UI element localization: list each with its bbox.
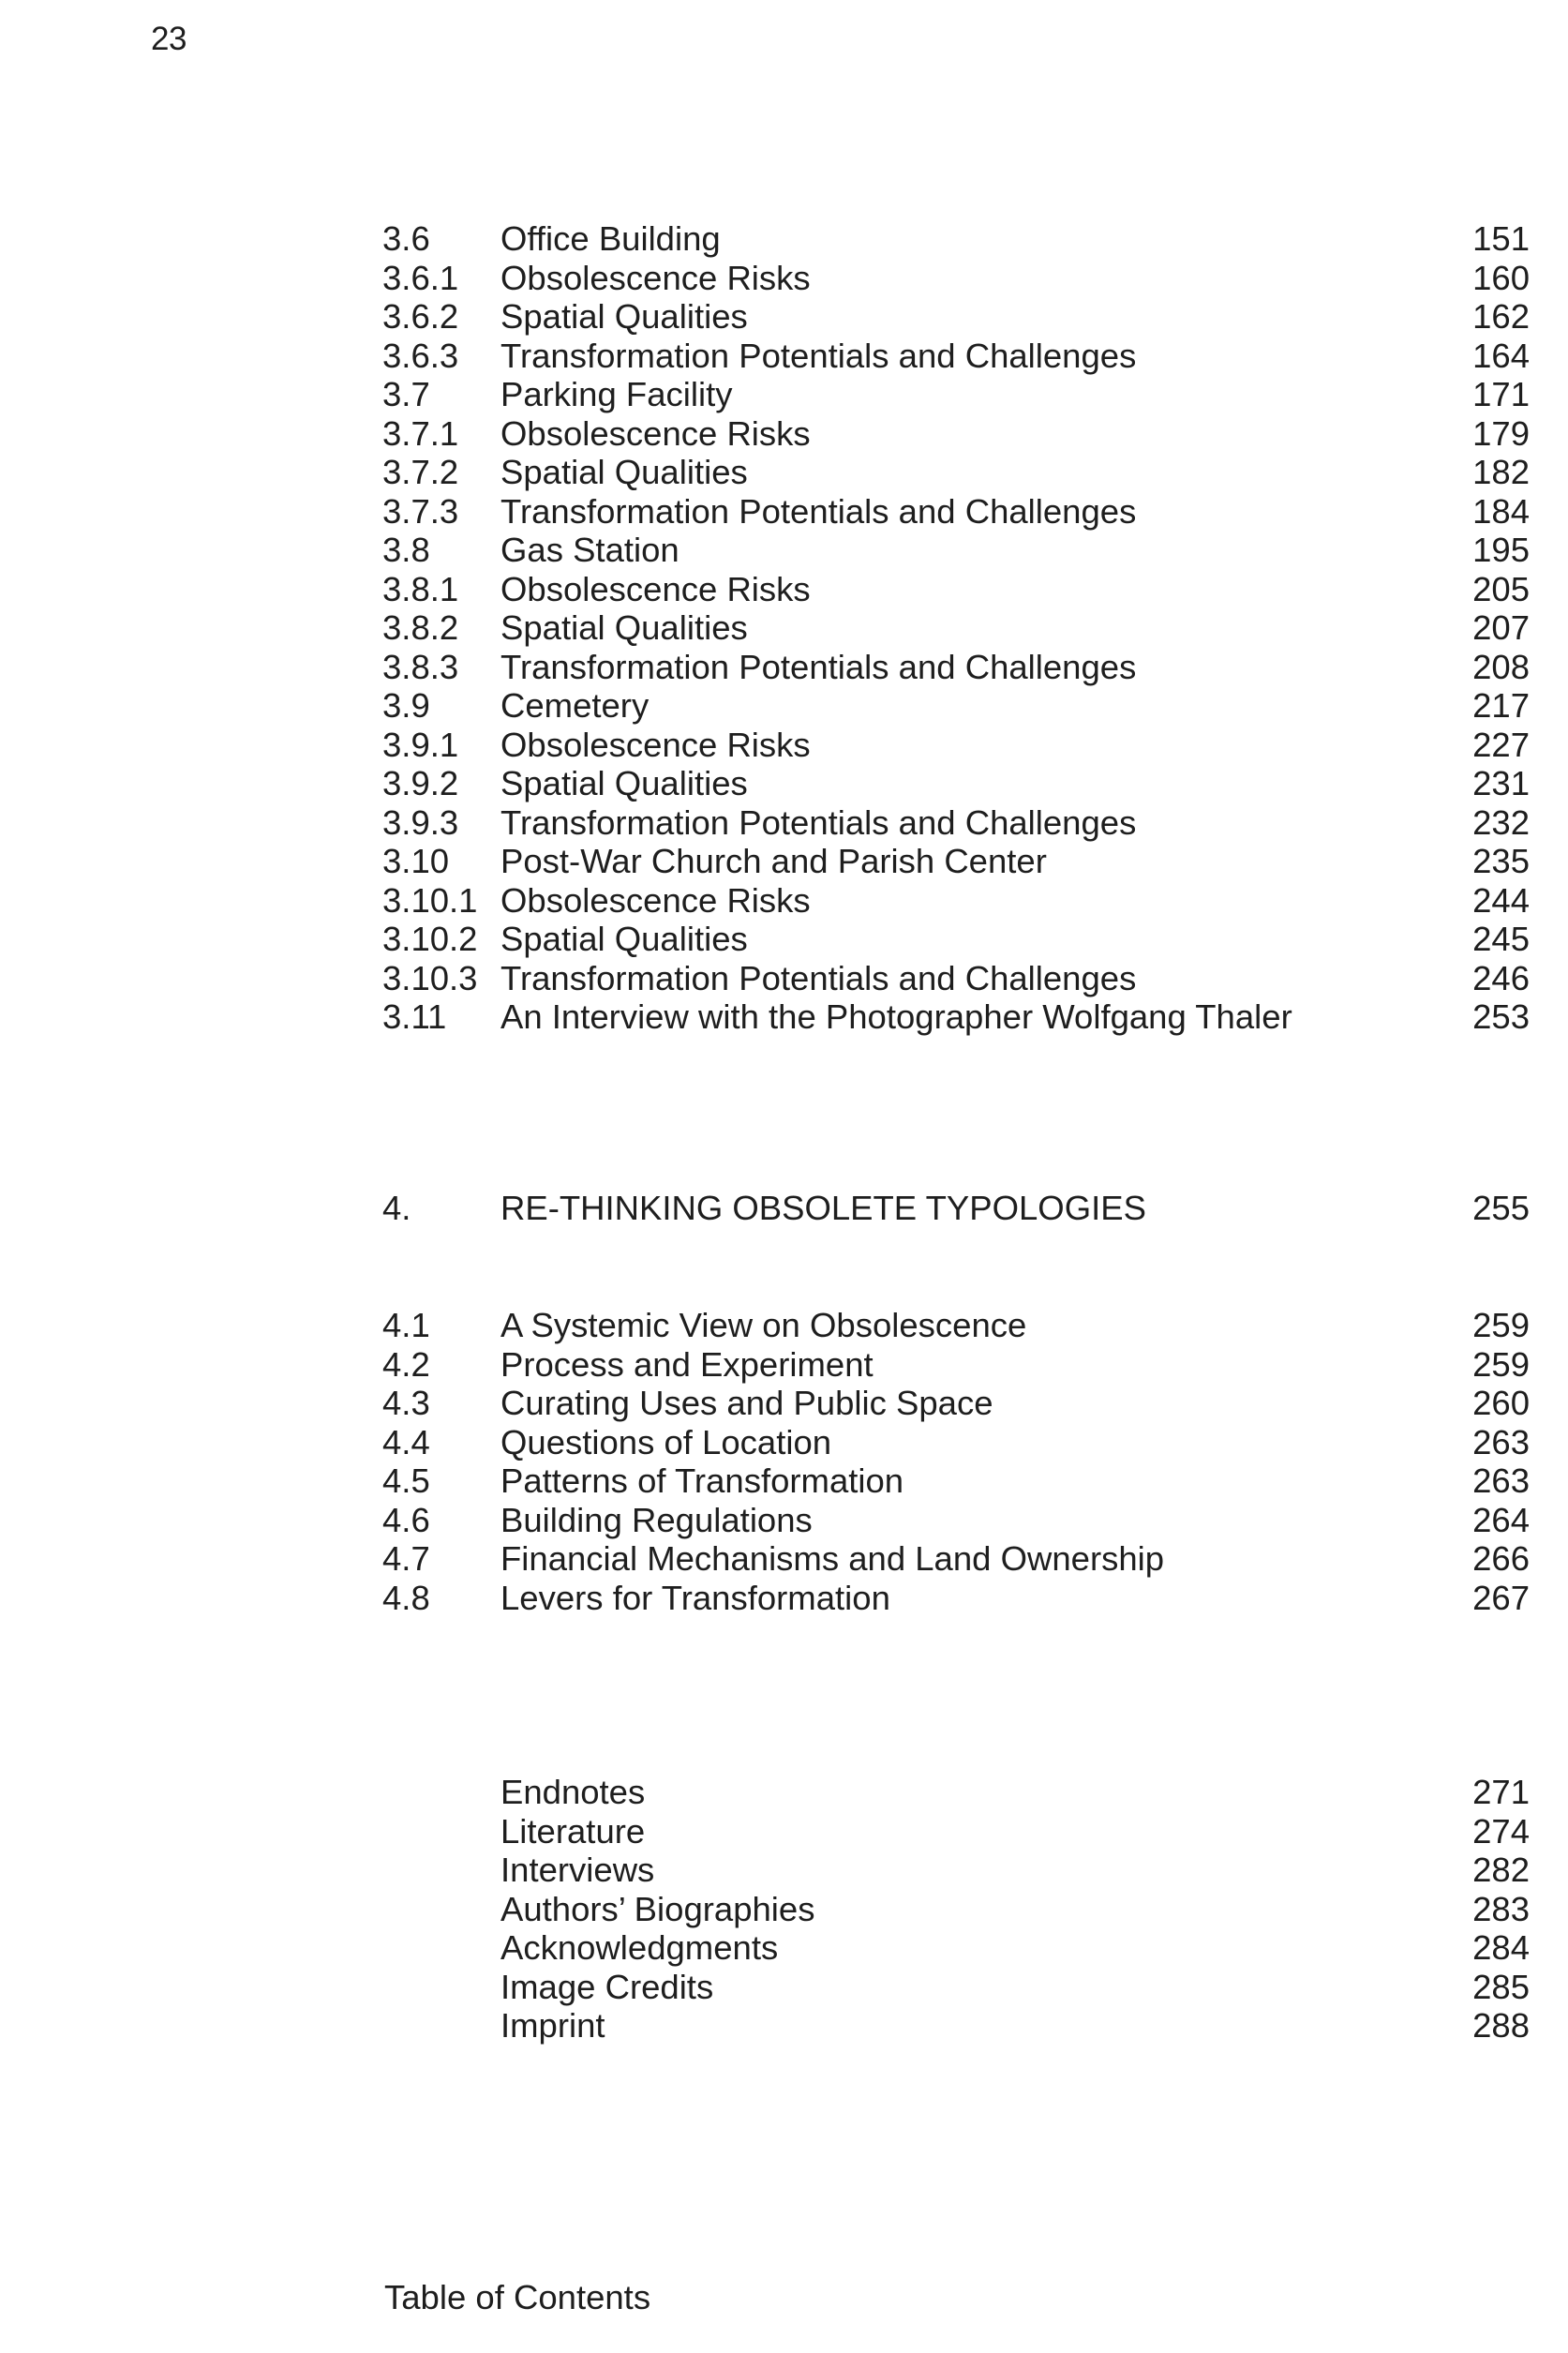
toc-entry-title: Office Building (500, 219, 721, 258)
toc-entry-number: 3.10 (382, 842, 450, 880)
toc-entry-title: Spatial Qualities (500, 608, 748, 647)
toc-entry (382, 219, 1530, 259)
toc-entry (382, 1306, 1530, 1345)
toc-entry-number: 3.10.1 (382, 880, 478, 920)
toc-entry-page-number: 179 (1472, 413, 1530, 453)
toc-entry-title: Imprint (500, 2006, 605, 2045)
toc-entry-number: 3.7.3 (382, 491, 459, 531)
toc-entry (382, 1851, 1530, 1890)
toc-entry-page-number: 231 (1472, 764, 1530, 802)
toc-entry-page-number: 182 (1472, 453, 1530, 491)
toc-entry-title: Transformation Potentials and Challenges (500, 647, 1137, 686)
toc-entry (382, 842, 1530, 881)
toc-entry-number: 3.6.1 (382, 258, 459, 297)
toc-entry-title: Spatial Qualities (500, 453, 748, 491)
toc-entry-title: Spatial Qualities (500, 920, 748, 958)
toc-chapter-4-heading (382, 1189, 1530, 1228)
chapter-page-number: 255 (1472, 1189, 1530, 1227)
toc-entry-page-number: 264 (1472, 1500, 1530, 1539)
toc-entry-number: 3.10.2 (382, 920, 478, 958)
page-number: 23 (151, 21, 187, 57)
toc-entry-number: 3.8 (382, 531, 430, 569)
toc-entry (382, 1501, 1530, 1540)
toc-entry-page-number: 288 (1472, 2006, 1530, 2045)
toc-entry-title: Parking Facility (500, 375, 733, 413)
toc-entry (382, 920, 1530, 959)
toc-entry-page-number: 263 (1472, 1461, 1530, 1500)
chapter-number: 4. (382, 1189, 411, 1227)
toc-entry-page-number: 284 (1472, 1928, 1530, 1967)
toc-entry (382, 2006, 1530, 2046)
toc-entry (382, 492, 1530, 532)
toc-entry-title: Acknowledgments (500, 1928, 779, 1967)
toc-entry-number: 3.10.3 (382, 958, 478, 997)
toc-entry-page-number: 217 (1472, 686, 1530, 725)
toc-entry-page-number: 205 (1472, 569, 1530, 608)
toc-entry-page-number: 259 (1472, 1344, 1530, 1384)
toc-entry-number: 3.7.1 (382, 413, 459, 453)
toc-entry-page-number: 283 (1472, 1889, 1530, 1928)
toc-entry-page-number: 266 (1472, 1539, 1530, 1578)
toc-entry (382, 453, 1530, 492)
toc-entry-title: Endnotes (500, 1773, 646, 1811)
toc-entry-page-number: 207 (1472, 608, 1530, 647)
toc-entry-title: Questions of Location (500, 1422, 832, 1461)
toc-entry-number: 3.8.3 (382, 647, 459, 686)
toc-entry-title: Obsolescence Risks (500, 880, 811, 920)
toc-entry (382, 1968, 1530, 2007)
toc-entry (382, 1423, 1530, 1462)
toc-entry-title: Levers for Transformation (500, 1578, 890, 1617)
toc-entry-title: Authors’ Biographies (500, 1889, 815, 1928)
toc-entry-title: Spatial Qualities (500, 297, 748, 336)
toc-entry-title: Transformation Potentials and Challenges (500, 958, 1137, 997)
toc-entry-title: Post-War Church and Parish Center (500, 842, 1047, 880)
toc-entry (382, 1890, 1530, 1929)
toc-entry (382, 881, 1530, 921)
toc-section-3-list (382, 219, 1530, 1037)
toc-entry-number: 4.3 (382, 1384, 430, 1422)
toc-entry-page-number: 267 (1472, 1578, 1530, 1617)
toc-entry-title: A Systemic View on Obsolescence (500, 1306, 1027, 1344)
toc-entry-page-number: 160 (1472, 258, 1530, 297)
toc-entry-title: Interviews (500, 1851, 655, 1889)
toc-entry-title: Literature (500, 1811, 646, 1851)
toc-entry-title: Transformation Potentials and Challenges (500, 802, 1137, 842)
toc-entry-title: Transformation Potentials and Challenges (500, 336, 1137, 375)
toc-entry (382, 686, 1530, 726)
toc-entry-page-number: 260 (1472, 1384, 1530, 1422)
toc-entry (382, 1384, 1530, 1423)
toc-entry-title: Building Regulations (500, 1500, 813, 1539)
toc-entry-number: 4.1 (382, 1306, 430, 1344)
toc-entry (382, 297, 1530, 337)
chapter-title: RE-THINKING OBSOLETE TYPOLOGIES (500, 1189, 1146, 1227)
toc-entry-page-number: 259 (1472, 1306, 1530, 1344)
toc-entry-number: 4.8 (382, 1578, 430, 1617)
toc-entry (382, 648, 1530, 687)
toc-entry (382, 259, 1530, 298)
toc-entry-page-number: 263 (1472, 1422, 1530, 1461)
toc-entry-number: 4.7 (382, 1539, 430, 1578)
toc-entry-number: 4.4 (382, 1422, 430, 1461)
toc-entry (382, 570, 1530, 609)
toc-entry-page-number: 274 (1472, 1811, 1530, 1851)
toc-entry-page-number: 232 (1472, 802, 1530, 842)
toc-entry-number: 4.6 (382, 1500, 430, 1539)
toc-entry-number: 3.9.1 (382, 725, 459, 764)
toc-entry (382, 1928, 1530, 1968)
toc-entry-number: 4.2 (382, 1344, 430, 1384)
toc-entry-title: Obsolescence Risks (500, 258, 811, 297)
toc-entry-number: 3.9.3 (382, 802, 459, 842)
toc-entry-page-number: 253 (1472, 997, 1530, 1036)
toc-entry-title: Spatial Qualities (500, 764, 748, 802)
toc-entry (382, 959, 1530, 998)
toc-entry (382, 764, 1530, 803)
toc-entry (382, 531, 1530, 570)
toc-entry (382, 997, 1530, 1037)
toc-entry-title: Process and Experiment (500, 1344, 874, 1384)
toc-entry-title: Obsolescence Risks (500, 725, 811, 764)
toc-entry-page-number: 245 (1472, 920, 1530, 958)
toc-entry (382, 414, 1530, 454)
toc-entry-title: Financial Mechanisms and Land Ownership (500, 1539, 1165, 1578)
toc-entry-number: 3.8.1 (382, 569, 459, 608)
toc-entry-title: Curating Uses and Public Space (500, 1384, 993, 1422)
toc-entry-page-number: 195 (1472, 531, 1530, 569)
toc-entry (382, 337, 1530, 376)
toc-entry (382, 1773, 1530, 1812)
chapter-heading-row (382, 1189, 1530, 1228)
toc-entry-page-number: 235 (1472, 842, 1530, 880)
toc-entry (382, 1461, 1530, 1501)
toc-entry-number: 3.7 (382, 375, 430, 413)
toc-entry-title: Patterns of Transformation (500, 1461, 904, 1500)
toc-entry-number: 3.7.2 (382, 453, 459, 491)
toc-entry (382, 803, 1530, 843)
toc-entry-title: Obsolescence Risks (500, 413, 811, 453)
toc-section-4-list (382, 1306, 1530, 1617)
toc-entry (382, 1539, 1530, 1579)
toc-entry-page-number: 162 (1472, 297, 1530, 336)
toc-entry-page-number: 271 (1472, 1773, 1530, 1811)
toc-entry-number: 3.11 (382, 997, 447, 1036)
toc-entry-page-number: 282 (1472, 1851, 1530, 1889)
toc-entry (382, 726, 1530, 765)
toc-entry-title: Transformation Potentials and Challenges (500, 491, 1137, 531)
toc-entry-page-number: 208 (1472, 647, 1530, 686)
toc-entry-number: 3.6.3 (382, 336, 459, 375)
toc-entry (382, 375, 1530, 414)
toc-entry-title: Cemetery (500, 686, 650, 725)
toc-entry-page-number: 244 (1472, 880, 1530, 920)
toc-entry-page-number: 171 (1472, 375, 1530, 413)
toc-entry-number: 3.8.2 (382, 608, 459, 647)
toc-entry-title: Gas Station (500, 531, 679, 569)
toc-back-matter-list (382, 1773, 1530, 2046)
toc-entry (382, 1579, 1530, 1618)
toc-entry-number: 4.5 (382, 1461, 430, 1500)
toc-entry (382, 1812, 1530, 1851)
toc-entry-number: 3.6 (382, 219, 430, 258)
toc-entry-page-number: 151 (1472, 219, 1530, 258)
toc-entry-number: 3.9 (382, 686, 430, 725)
toc-entry-page-number: 164 (1472, 336, 1530, 375)
toc-entry-page-number: 184 (1472, 491, 1530, 531)
toc-entry-page-number: 227 (1472, 725, 1530, 764)
toc-entry-title: Image Credits (500, 1967, 714, 2006)
toc-entry-page-number: 246 (1472, 958, 1530, 997)
toc-entry-title: An Interview with the Photographer Wolfgang Thaler (500, 997, 1292, 1036)
running-footer-title: Table of Contents (384, 2278, 651, 2316)
toc-entry (382, 608, 1530, 648)
toc-entry-number: 3.6.2 (382, 297, 459, 336)
toc-entry-page-number: 285 (1472, 1967, 1530, 2006)
toc-entry (382, 1345, 1530, 1385)
toc-entry-title: Obsolescence Risks (500, 569, 811, 608)
toc-entry-number: 3.9.2 (382, 764, 459, 802)
